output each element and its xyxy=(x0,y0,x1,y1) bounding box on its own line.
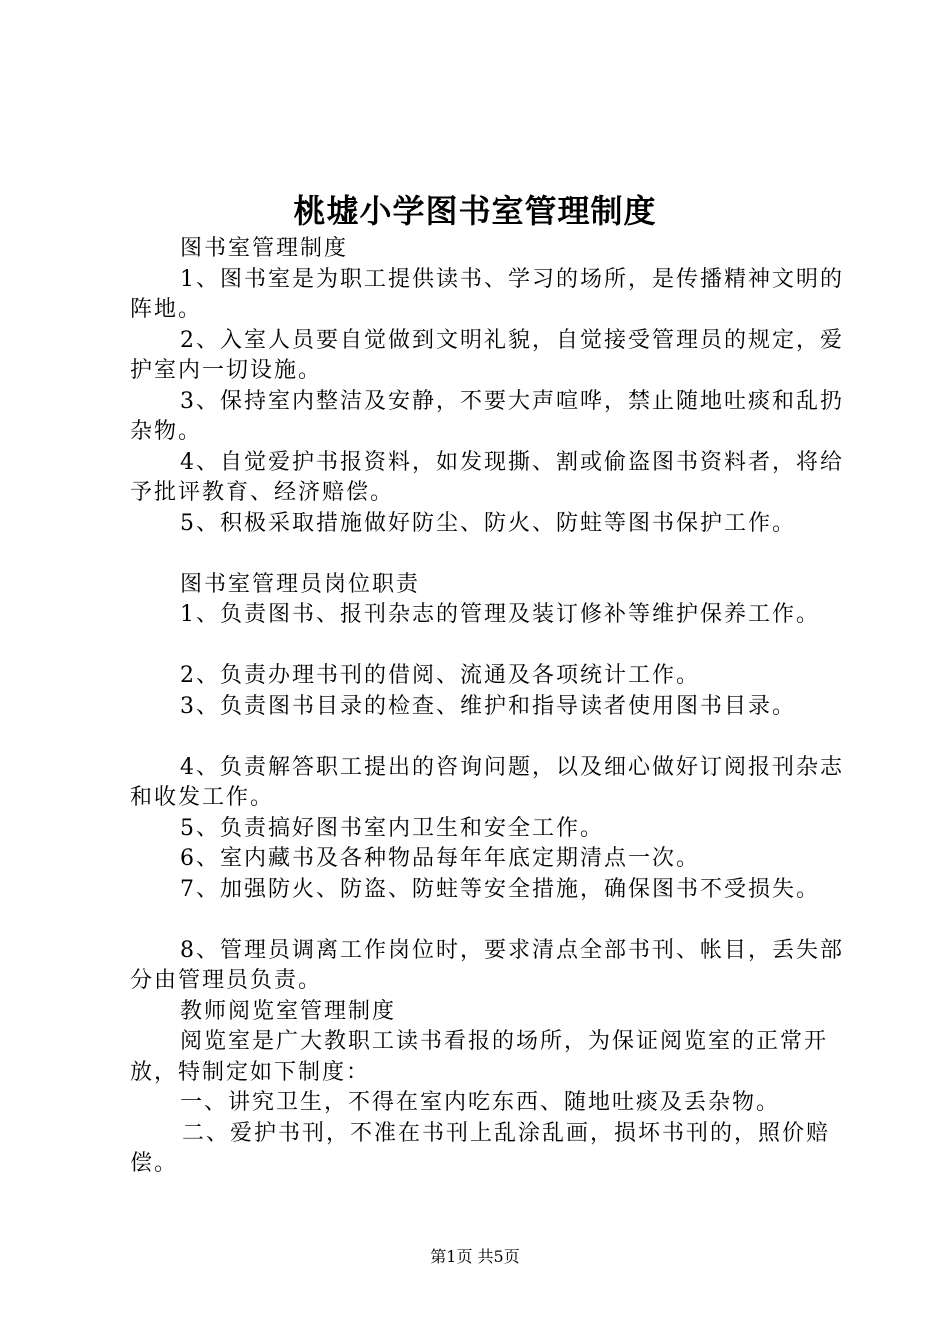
spacer xyxy=(130,631,850,662)
list-item: 4、负责解答职工提出的咨询问题，以及细心做好订阅报刊杂志和收发工作。 xyxy=(130,754,844,810)
document-body xyxy=(130,234,850,1180)
list-item: 3、负责图书目录的检查、维护和指导读者使用图书目录。 xyxy=(180,693,796,719)
section-intro: 阅览室是广大教职工读书看报的场所，为保证阅览室的正常开放，特制定如下制度： xyxy=(130,1029,829,1085)
list-item: 8、管理员调离工作岗位时，要求清点全部书刊、帐目，丢失部分由管理员负责。 xyxy=(130,937,844,993)
section-heading: 图书室管理员岗位职责 xyxy=(180,571,421,597)
list-item: 7、加强防火、防盗、防蛀等安全措施，确保图书不受损失。 xyxy=(180,876,820,902)
section-heading: 图书室管理制度 xyxy=(180,236,349,261)
spacer xyxy=(130,539,850,570)
list-item: 5、负责搞好图书室内卫生和安全工作。 xyxy=(180,815,604,841)
list-item: 2、负责办理书刊的借阅、流通及各项统计工作。 xyxy=(180,663,700,688)
list-item: 6、室内藏书及各种物品每年年底定期清点一次。 xyxy=(180,846,700,871)
spacer xyxy=(130,905,850,936)
list-item: 2、入室人员要自觉做到文明礼貌，自觉接受管理员的规定，爱护室内一切设施。 xyxy=(130,327,844,383)
list-item: 一、讲究卫生，不得在室内吃东西、随地吐痰及丢杂物。 xyxy=(180,1090,781,1115)
spacer xyxy=(130,722,850,753)
list-item: 二、爱护书刊，不准在书刊上乱涂乱画，损坏书刊的，照价赔偿。 xyxy=(130,1120,831,1176)
list-item: 5、积极采取措施做好防尘、防火、防蛀等图书保护工作。 xyxy=(180,510,796,536)
list-item: 1、图书室是为职工提供读书、学习的场所，是传播精神文明的阵地。 xyxy=(130,266,844,322)
list-item: 1、负责图书、报刊杂志的管理及装订修补等维护保养工作。 xyxy=(180,602,820,627)
section-heading: 教师阅览室管理制度 xyxy=(180,998,397,1024)
list-item: 4、自觉爱护书报资料，如发现撕、割或偷盗图书资料者，将给予批评教育、经济赔偿。 xyxy=(130,449,844,505)
page-title: 桃墟小学图书室管理制度 xyxy=(293,192,657,230)
page-footer: 第1页 共5页 xyxy=(430,1247,520,1266)
list-item: 3、保持室内整洁及安静，不要大声喧哗，禁止随地吐痰和乱扔杂物。 xyxy=(130,388,844,444)
